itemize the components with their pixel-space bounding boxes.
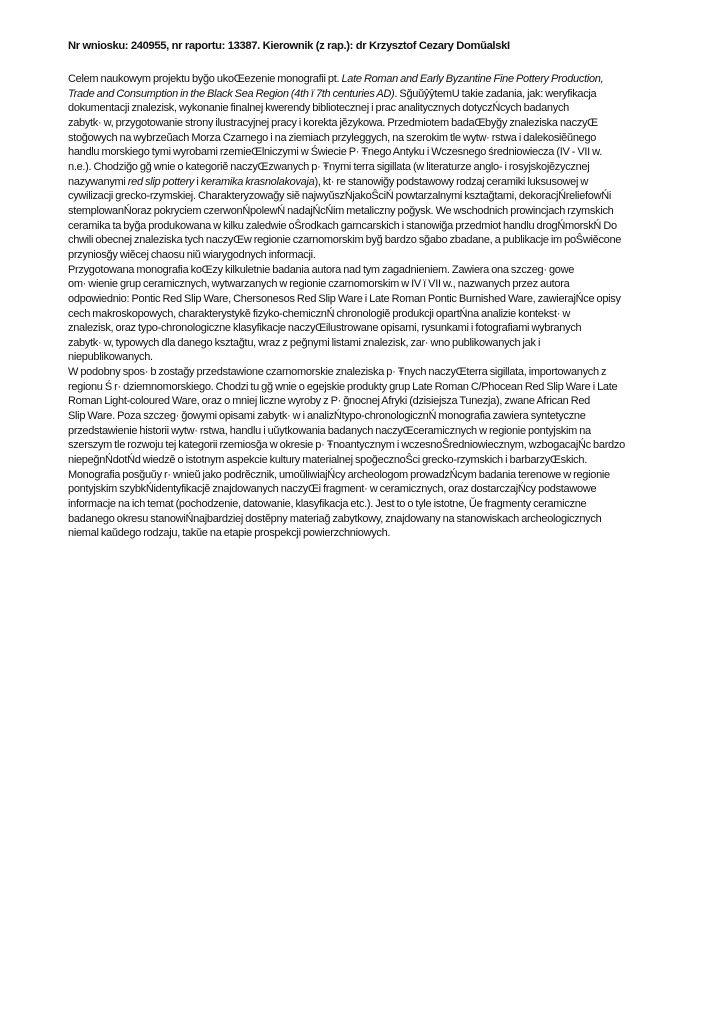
text-line	[68, 512, 690, 527]
paragraph	[68, 365, 690, 468]
text-segment: badanego okresu stanowiŃnajbardziej dostĕpny materiağ zabytkowy, znajdowany na stanowiskach archeologicznych	[68, 512, 602, 525]
text-segment: cech makroskopowych, charakterystykĕ fizyko-chemicznŃ chronologiĕ produkcji opartŃna analizie kontekst· w	[68, 307, 571, 320]
text-line	[68, 87, 690, 102]
text-line	[68, 336, 690, 351]
text-line	[68, 497, 690, 512]
text-segment: zabytk· w, typowych dla danego ksztağtu, wraz z peğnymi listami znalezisk, zar· wno publikowanych jak i	[68, 336, 541, 349]
text-segment: zabytk· w, przygotowanie strony ilustracyjnej pracy i korekta jĕzykowa. Przedmiotem badaŒbyğy znaleziska naczyŒ	[68, 116, 598, 129]
text-line	[68, 175, 690, 190]
text-segment: informacje na ich temat (pochodzenie, datowanie, klasyfikacja etc.). Jest to o tyle istotne, Ŭe fragmenty ceramiczne	[68, 498, 587, 511]
text-segment: Slip Ware. Poza szczeg· ğowymi opisami zabytk· w i analizŃtypo-chronologicznŃ monografia zawiera syntetyczne	[68, 410, 586, 423]
text-line	[68, 409, 690, 424]
text-segment: przedstawienie historii wytw· rstwa, handlu i uŭytkowania badanych naczyŒceramicznych w regionie pontyjskim na	[68, 424, 591, 437]
text-line	[68, 204, 690, 219]
text-line	[68, 292, 690, 307]
text-line	[68, 189, 690, 204]
text-line	[68, 263, 690, 278]
text-segment: niepeğnŃdotŃd wiedzĕ o istotnym aspekcie kultury materialnej spoğecznoŜci grecko-rzymskich i barbarzyŒskich.	[68, 454, 587, 467]
italic-text: Late Roman and Early Byzantine Fine Pottery Production,	[341, 73, 604, 85]
italic-text: keramika krasnolakovaja	[200, 175, 315, 188]
text-segment: W podobny spos· b zostağy przedstawione czarnomorskie znaleziska p· Ŧnych naczyŒterra sigillata, importowanych z	[68, 366, 607, 379]
text-segment: n.e.). Chodziğo gğ wnie o kategoriĕ naczyŒzwanych p· Ŧnymi terra sigillata (w literaturze anglo- i rosyjskojĕzycznej	[68, 160, 590, 173]
italic-text: Trade and Consumption in the Black Sea Region (4th ï 7th centuries AD)	[68, 87, 395, 100]
text-segment: om· wienie grup ceramicznych, wytwarzanych w regionie czarnomorskim w IV ï VII w., nazwanych przez autora	[68, 278, 570, 291]
text-segment: ), kt· re stanowiğy podstawowy rodzaj ceramiki luksusowej w	[314, 175, 589, 188]
text-segment: znalezisk, oraz typo-chronologiczne klasyfikacje naczyŒilustrowane opisami, rysunkami i fotografiami wybranych	[68, 322, 582, 335]
text-line	[68, 380, 690, 395]
paragraph	[68, 263, 690, 366]
text-line	[68, 277, 690, 292]
text-line	[68, 72, 690, 87]
report-header: Nr wniosku: 240955, nr raportu: 13387. Kierownik (z rap.): dr Krzysztof Cezary DomŭalskI	[68, 40, 510, 52]
text-segment: pontyjskim szybkŃidentyfikacjĕ znajdowanych naczyŒi fragment· w ceramicznych, oraz dostarczajŃcy podstawowe	[68, 483, 597, 496]
text-segment: i	[194, 175, 201, 188]
paragraph	[68, 468, 690, 541]
text-line	[68, 233, 690, 248]
text-line	[68, 321, 690, 336]
text-line	[68, 160, 690, 175]
text-segment: stoğowych na wybrzeŭach Morza Czarnego i na ziemiach przyleggych, na szerokim tle wytw· rstwa i dalekosiĕŭnego	[68, 131, 597, 144]
text-segment: dokumentacji znalezisk, wykonanie finalnej kwerendy bibliotecznej i prac analitycznych dotyczŃcych badanych	[68, 102, 569, 115]
report-body	[68, 72, 690, 541]
text-line	[68, 101, 690, 116]
text-segment: Roman Light-coloured Ware, oraz o mniej liczne wyroby z P· ğnocnej Afryki (dzisiejsza Tunezja), zwane African Red	[68, 395, 590, 408]
text-segment: . SğuŭŷŷtemU takie zadania, jak: weryfikacja	[394, 87, 597, 100]
text-segment: szerszym tle rozwoju tej kategorii rzemiosğa w okresie p· Ŧnoantycznym i wczesnoŜredniowiecznym, wzbogacajŃc bardzo	[68, 439, 625, 452]
text-line	[68, 248, 690, 263]
text-line	[68, 365, 690, 380]
text-segment: niepublikowanych.	[68, 351, 153, 364]
text-segment: odpowiednio: Pontic Red Slip Ware, Chersonesos Red Slip Ware i Late Roman Pontic Burnished Ware, zawierajŃce opisy	[68, 292, 621, 305]
text-line	[68, 116, 690, 131]
text-line	[68, 468, 690, 483]
text-segment: cywilizacji grecko-rzymskiej. Charakteryzowağy siĕ najwyŭszŃjakoŜciŃ powtarzalnymi ksztağtami, dekoracjŃreliefowŃi	[68, 190, 612, 203]
text-segment: Celem naukowym projektu byğo ukoŒezenie monografii pt.	[68, 73, 342, 85]
text-segment: przyniosğy wiĕcej chaosu niŭ wiarygodnych informacji.	[68, 248, 316, 261]
text-segment: regionu Ś r· dziemnomorskiego. Chodzi tu gğ wnie o egejskie produkty grup Late Roman C/Phocean Red Slip Ware i Late	[68, 380, 618, 393]
text-line	[68, 219, 690, 234]
text-line	[68, 424, 690, 439]
text-line	[68, 145, 690, 160]
text-segment: handlu morskiego tymi wyrobami rzemieŒlniczymi w Świecie P· Ŧnego Antyku i Wczesnego średniowiecza (IV - VII w.	[68, 146, 602, 159]
text-line	[68, 131, 690, 146]
text-segment: Monografia posğuŭy r· wnieŭ jako podrĕcznik, umoŭliwiajŃcy archeologom prowadzŃcym badania terenowe w regionie	[68, 468, 610, 481]
text-line	[68, 526, 690, 541]
report-page	[68, 39, 690, 541]
paragraph	[68, 72, 690, 263]
text-segment: Przygotowana monografia koŒzy kilkuletnie badania autora nad tym zagadnieniem. Zawiera ona szczeg· gowe	[68, 263, 575, 276]
text-segment: nazywanymi	[68, 175, 128, 188]
text-line	[68, 307, 690, 322]
text-line	[68, 453, 690, 468]
text-line	[68, 438, 690, 453]
text-line	[68, 394, 690, 409]
text-segment: stemplowanŃoraz pokryciem czerwonŃpolewŃ nadajŃcŃim metaliczny poğysk. We wschodnich prowincjach rzymskich	[68, 204, 614, 217]
italic-text: red slip pottery	[127, 175, 195, 188]
text-line	[68, 482, 690, 497]
text-segment: ceramika ta byğa produkowana w kilku zaledwie oŜrodkach garncarskich i stanowiğa przedmiot handlu drogŃmorskŃ Do	[68, 219, 617, 232]
text-line	[68, 350, 690, 365]
text-segment: niemal kaŭdego rodzaju, takŭe na etapie prospekcji powierzchniowych.	[68, 527, 391, 540]
text-segment: chwili obecnej znaleziska tych naczyŒw regionie czarnomorskim byğ bardzo sğabo zbadane, a publikacje im poŜwiĕcone	[68, 234, 622, 247]
